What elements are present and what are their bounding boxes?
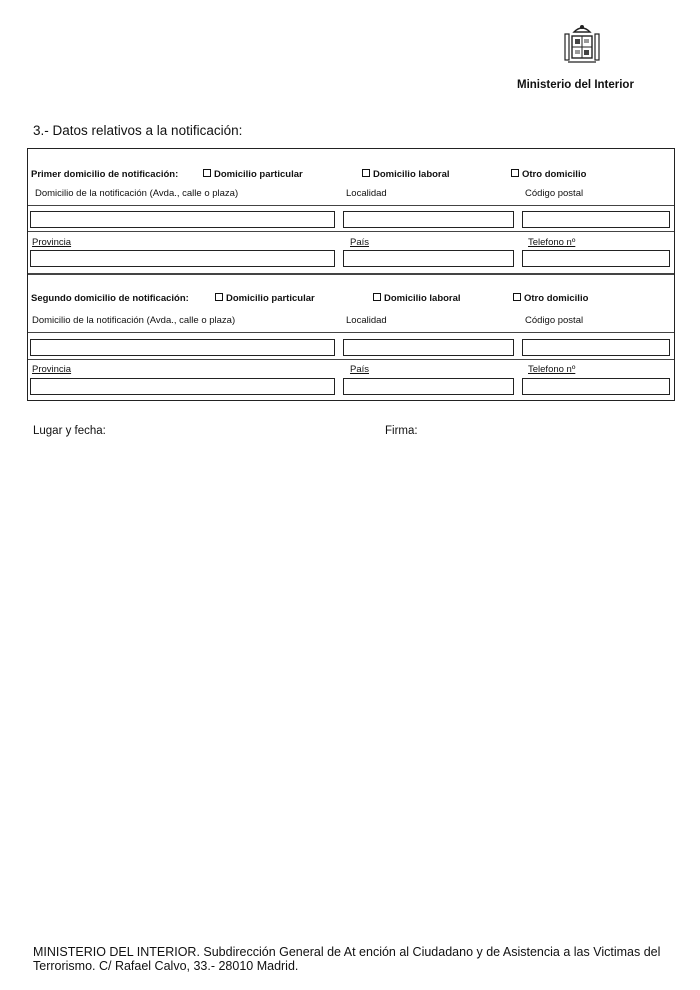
second-postal-field[interactable] xyxy=(522,339,670,356)
first-phone-field[interactable] xyxy=(522,250,670,267)
signature-label: Firma: xyxy=(385,425,418,437)
second-option-work[interactable]: Domicilio laboral xyxy=(373,293,461,304)
second-phone-field[interactable] xyxy=(522,378,670,395)
second-street-label: Domicilio de la notificación (Avda., calle o plaza) xyxy=(32,315,236,326)
first-address-heading: Primer domicilio de notificación: xyxy=(31,169,179,180)
first-postal-label: Código postal xyxy=(525,188,584,199)
second-option-private[interactable]: Domicilio particular xyxy=(215,293,315,304)
second-street-field[interactable] xyxy=(30,339,335,356)
first-street-label: Domicilio de la notificación (Avda., calle o plaza) xyxy=(35,188,239,199)
section-title: 3.- Datos relativos a la notificación: xyxy=(33,123,243,138)
second-locality-field[interactable] xyxy=(343,339,514,356)
first-option-other[interactable]: Otro domicilio xyxy=(511,169,586,180)
ministry-name: Ministerio del Interior xyxy=(517,79,634,91)
second-locality-label: Localidad xyxy=(346,315,387,326)
first-province-label: Provincia xyxy=(32,237,72,248)
checkbox-icon xyxy=(203,169,211,177)
first-street-field[interactable] xyxy=(30,211,335,228)
second-country-field[interactable] xyxy=(343,378,514,395)
second-province-field[interactable] xyxy=(30,378,335,395)
first-province-field[interactable] xyxy=(30,250,335,267)
first-postal-field[interactable] xyxy=(522,211,670,228)
checkbox-icon xyxy=(373,293,381,301)
first-phone-label: Telefono nº xyxy=(528,237,576,248)
place-date-label: Lugar y fecha: xyxy=(33,425,106,437)
second-option-other[interactable]: Otro domicilio xyxy=(513,293,588,304)
second-phone-label: Telefono nº xyxy=(528,364,576,375)
second-postal-label: Código postal xyxy=(525,315,584,326)
first-option-work[interactable]: Domicilio laboral xyxy=(362,169,450,180)
checkbox-icon xyxy=(511,169,519,177)
first-locality-field[interactable] xyxy=(343,211,514,228)
second-address-heading: Segundo domicilio de notificación: xyxy=(31,293,189,304)
checkbox-icon xyxy=(362,169,370,177)
first-country-label: País xyxy=(350,237,370,248)
first-locality-label: Localidad xyxy=(346,188,387,199)
notification-form xyxy=(27,148,675,401)
coat-of-arms-icon xyxy=(562,22,602,66)
checkbox-icon xyxy=(513,293,521,301)
first-option-private[interactable]: Domicilio particular xyxy=(203,169,303,180)
second-country-label: País xyxy=(350,364,370,375)
second-province-label: Provincia xyxy=(32,364,72,375)
footer-address: MINISTERIO DEL INTERIOR. Subdirección General de At ención al Ciudadano y de Asistencia a las Victimas del Terrorismo. C/ Rafael Calvo, 33.- 28010 Madrid. xyxy=(33,945,661,973)
first-country-field[interactable] xyxy=(343,250,514,267)
checkbox-icon xyxy=(215,293,223,301)
